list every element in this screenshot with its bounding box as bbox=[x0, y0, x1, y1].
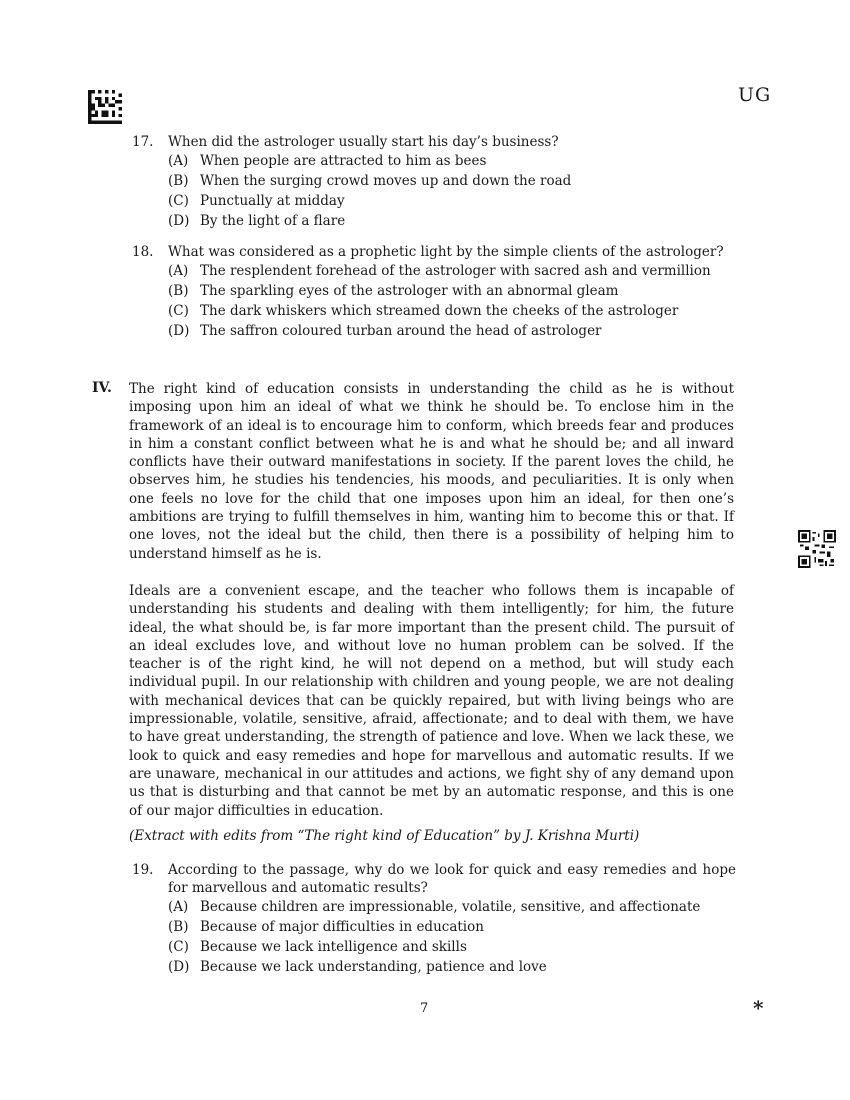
qr-code-icon bbox=[798, 530, 836, 568]
option-text: Because we lack intelligence and skills bbox=[200, 939, 467, 955]
option-label: (B) bbox=[168, 173, 189, 189]
passage-paragraph-2: Ideals are a convenient escape, and the teacher who follows them is incapable of understanding his students and dealing with them intelligently; for him, the future ideal, the what should be, is far more important than the present child. The pursuit of an ideal excludes love, and without love no human problem can be solved. If the teacher is of the right kind, he will not depend on a method, but will study each individual pupil. In our relationship with children and young people, we are not dealing with mechanical devices that can be quickly repaired, but with living beings who are impressionable, volatile, sensitive, afraid, affectionate; and to deal with them, we have to have great understanding, the strength of patience and love. When we lack these, we look to quick and easy remedies and hope for marvellous and automatic results. If we are unaware, mechanical in our attitudes and actions, we fight shy of any demand upon us that is disturbing and that cannot be met by an automatic response, and this is one of our major difficulties in education. bbox=[129, 583, 734, 819]
option-label: (A) bbox=[168, 263, 189, 279]
question-number: 18. bbox=[132, 244, 154, 260]
question-17 bbox=[132, 133, 736, 231]
option-text: The dark whiskers which streamed down the cheeks of the astrologer bbox=[200, 303, 679, 319]
option-text: When the surging crowd moves up and down the road bbox=[200, 173, 572, 189]
option-text: Because children are impressionable, volatile, sensitive, and affectionate bbox=[200, 899, 701, 915]
option-text: By the light of a flare bbox=[200, 213, 346, 229]
option-label: (A) bbox=[168, 153, 189, 169]
question-text: According to the passage, why do we look for quick and easy remedies and hope for marvellous and automatic results? bbox=[168, 862, 736, 896]
option-b bbox=[168, 171, 736, 191]
question-19 bbox=[132, 861, 736, 977]
passage-source: (Extract with edits from “The right kind of Education” by J. Krishna Murti) bbox=[129, 828, 640, 844]
question-text: When did the astrologer usually start his day’s business? bbox=[168, 134, 559, 150]
option-a bbox=[168, 897, 736, 917]
option-label: (A) bbox=[168, 899, 189, 915]
option-c bbox=[168, 301, 736, 321]
option-a bbox=[168, 151, 736, 171]
option-text: Because we lack understanding, patience and love bbox=[200, 959, 547, 975]
option-label: (B) bbox=[168, 283, 189, 299]
option-label: (C) bbox=[168, 939, 189, 955]
question-text: What was considered as a prophetic light by the simple clients of the astrologer? bbox=[168, 244, 724, 260]
paper-code: UG bbox=[738, 84, 772, 106]
option-text: The resplendent forehead of the astrologer with sacred ash and vermillion bbox=[200, 263, 711, 279]
option-label: (D) bbox=[168, 213, 190, 229]
option-b bbox=[168, 917, 736, 937]
question-number: 17. bbox=[132, 134, 154, 150]
question-number: 19. bbox=[132, 862, 154, 878]
option-d bbox=[168, 957, 736, 977]
option-a bbox=[168, 261, 736, 281]
option-label: (D) bbox=[168, 323, 190, 339]
option-c bbox=[168, 191, 736, 211]
question-18 bbox=[132, 243, 736, 341]
passage-paragraph-1: The right kind of education consists in understanding the child as he is without imposing upon him an ideal of what we think he should be. To enclose him in the framework of an ideal is to encourage him to conform, which breeds fear and produces in him a constant conflict between what he is and what he should be; and all inward conflicts have their outward manifestations in society. If the parent loves the child, he observes him, he studies his tendencies, his moods, and peculiarities. It is only when one feels no love for the child that one imposes upon him an ideal, for then one’s ambitions are trying to fulfill themselves in him, wanting him to become this or that. If one loves, not the ideal but the child, then there is a possibility of helping him to understand himself as he is. bbox=[129, 381, 734, 562]
section-label: IV. bbox=[92, 380, 112, 396]
option-text: When people are attracted to him as bees bbox=[200, 153, 487, 169]
datamatrix-code-icon bbox=[88, 90, 122, 124]
option-text: Punctually at midday bbox=[200, 193, 345, 209]
option-label: (D) bbox=[168, 959, 190, 975]
option-d bbox=[168, 211, 736, 231]
option-text: The sparkling eyes of the astrologer with an abnormal gleam bbox=[200, 283, 619, 299]
option-text: The saffron coloured turban around the head of astrologer bbox=[200, 323, 602, 339]
option-label: (C) bbox=[168, 193, 189, 209]
option-b bbox=[168, 281, 736, 301]
option-text: Because of major difficulties in education bbox=[200, 919, 484, 935]
option-label: (B) bbox=[168, 919, 189, 935]
option-c bbox=[168, 937, 736, 957]
page-number: 7 bbox=[420, 1001, 429, 1016]
option-label: (C) bbox=[168, 303, 189, 319]
option-d bbox=[168, 321, 736, 341]
star-mark: * bbox=[753, 996, 764, 1020]
